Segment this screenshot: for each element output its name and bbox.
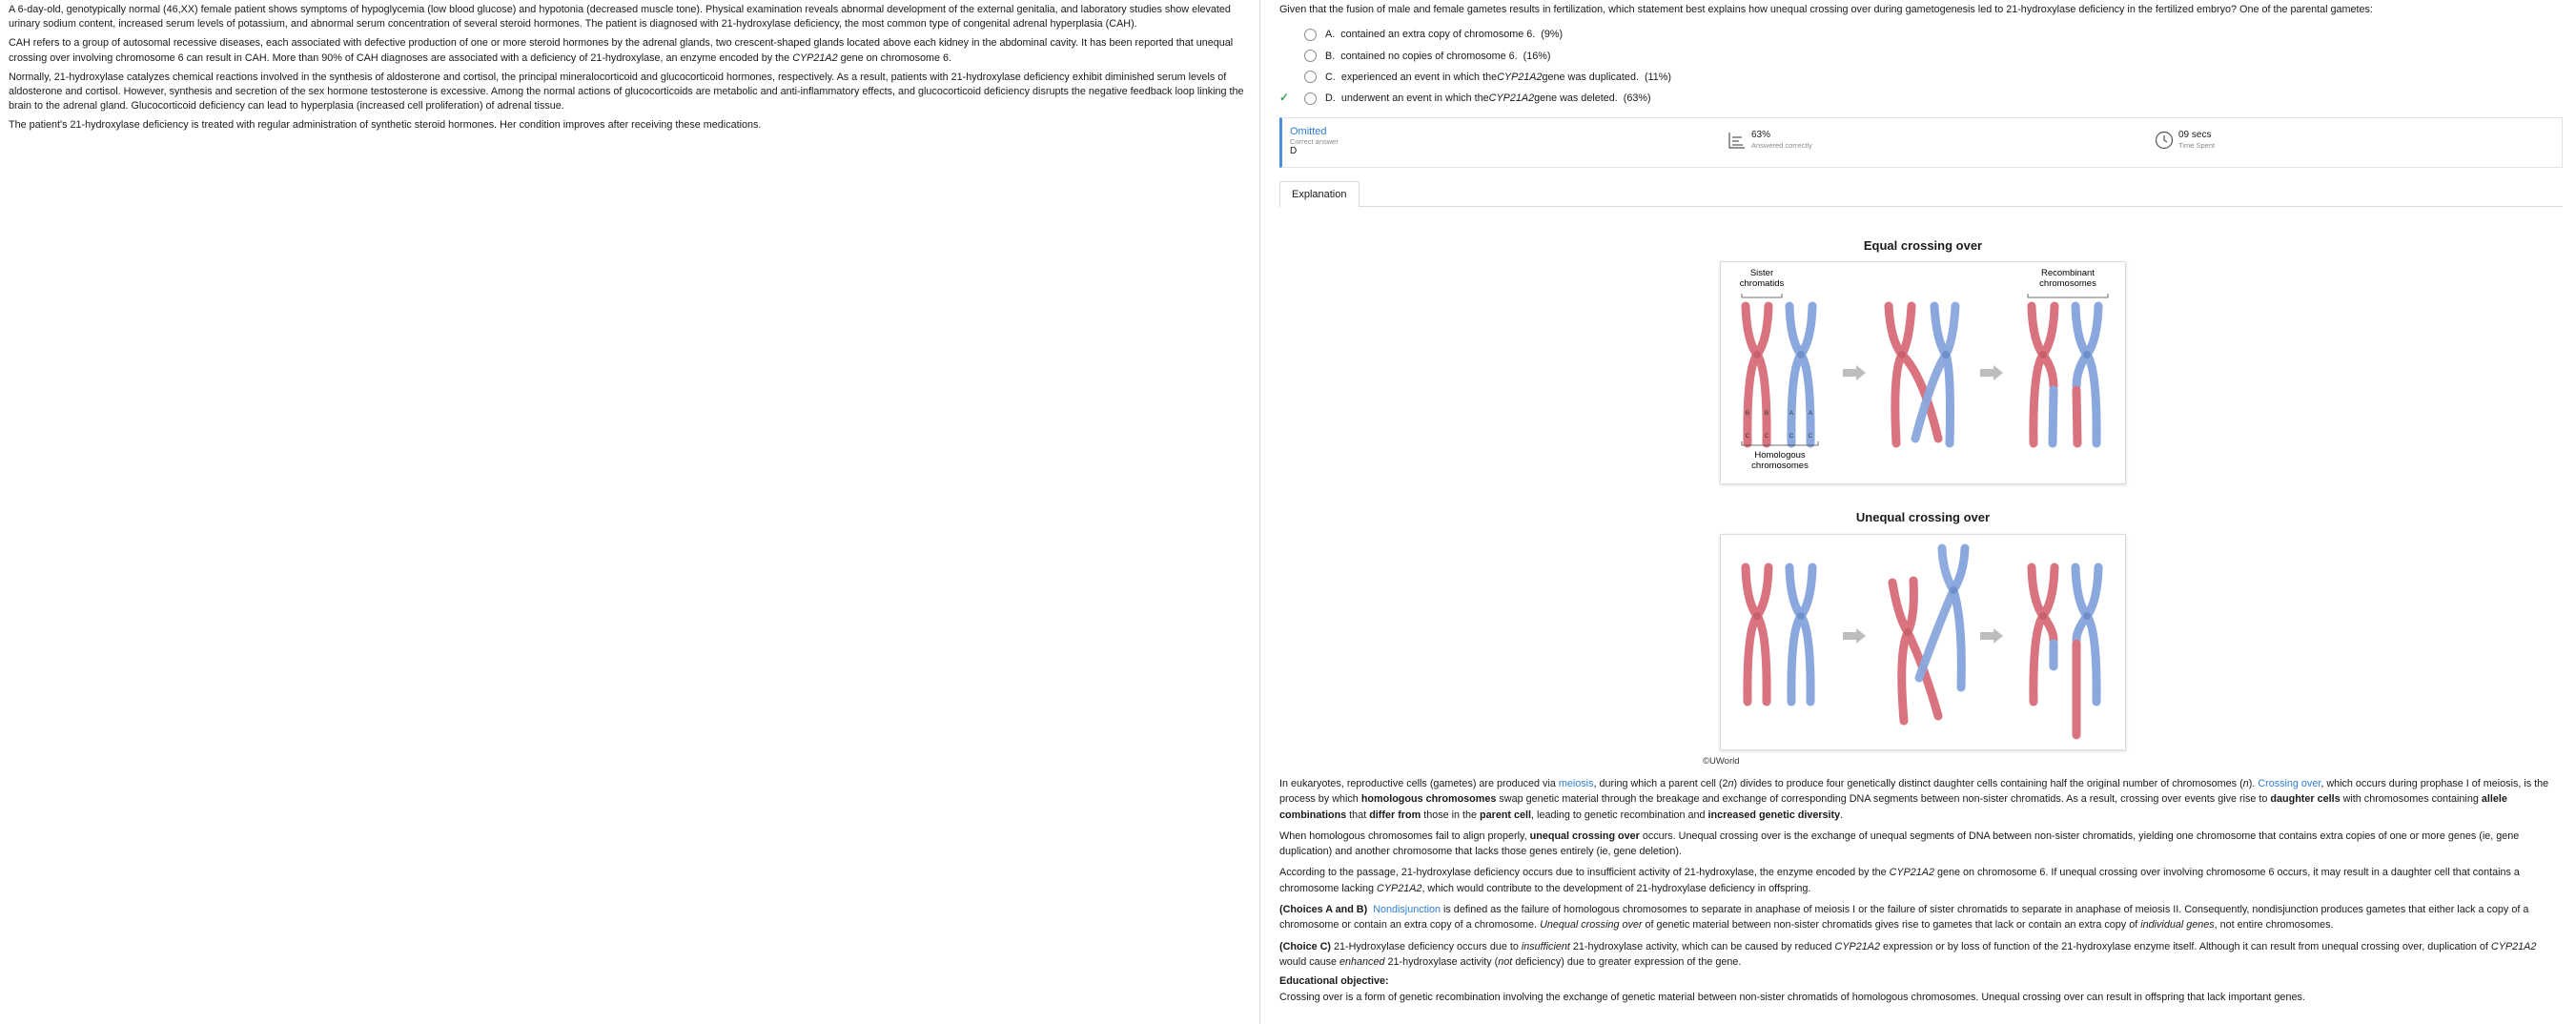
radio-button[interactable]: [1304, 50, 1317, 62]
gene-label: B: [1745, 410, 1750, 417]
percent-correct-label: Answered correctly: [1751, 141, 1812, 151]
arrow-icon: [1980, 365, 2003, 380]
gene-label: C: [1745, 433, 1750, 440]
question-stem: Given that the fusion of male and female gametes results in fertilization, which statement best explains how unequal crossing over during gametogenesis led to 21-hydroxylase deficiency in the fertilized embryo? One of the parental gametes:: [1279, 4, 2373, 15]
recombinant-chromosomes: [2032, 306, 2098, 443]
unequal-crossing-over-title: Unequal crossing over: [1855, 510, 1991, 524]
equal-crossing-over-title: Equal crossing over: [1863, 238, 1983, 253]
explanation-paragraph-5: (Choice C) 21-Hydroxylase deficiency occurs due to insufficient 21-hydroxylase activity, which can be caused by reduced CYP21A2 expression or by loss of function of the 21-hydroxylase enzyme itself. Although it can result from unequal crossing over, duplication of CYP21A2 would cause enhanced 21-hydroxylase activity (not deficiency) due to greater expression of the gene.: [1279, 940, 2537, 968]
correct-answer-label: Correct answer: [1290, 136, 1339, 146]
tab-bar: [1279, 181, 2563, 207]
sister-chromatids-label-2: chromatids: [1739, 278, 1785, 289]
copyright-label: ©UWorld: [1703, 756, 1740, 767]
percent-correct-value: 63%: [1751, 130, 1771, 141]
homologous-chromosomes-label-1: Homologous: [1754, 450, 1806, 461]
correct-answer-value: D: [1290, 145, 1298, 156]
explanation-paragraph-2: When homologous chromosomes fail to align properly, unequal crossing over occurs. Unequal crossing over is the exchange of unequal segments of DNA between non-sister chromatids, yielding one chromosome that contains extra copies of one or more genes (ie, gene duplication) and another chromosome that lacks those genes entirely (ie, gene deletion).: [1279, 829, 2520, 858]
gene-label: A: [1789, 410, 1794, 417]
choice-d[interactable]: ✓ D. underwent an event in which the CYP21A2 gene was deleted. (63%): [1279, 91, 1651, 105]
radio-button[interactable]: [1304, 92, 1317, 105]
educational-objective-title: Educational objective:: [1279, 975, 1389, 988]
recombinant-label-2: chromosomes: [2039, 278, 2096, 289]
explanation-paragraph-1: In eukaryotes, reproductive cells (gametes) are produced via meiosis, during which a parent cell (2n) divides to produce four genetically distinct daughter cells containing half the original number of chromosomes (n). Crossing over, which occurs during prophase I of meiosis, is the process by which homologous chromosomes swap genetic material through the breakage and exchange of corresponding DNA segments between non-sister chromatids. As a result, crossing over events give rise to daughter cells with chromosomes containing allele combinations that differ from those in the parent cell, leading to genetic recombination and increased genetic diversity.: [1279, 778, 2549, 821]
correct-check-icon: ✓: [1279, 91, 1290, 105]
gene-label: C: [1764, 433, 1769, 440]
crossing-chromosomes: [1889, 306, 1955, 443]
homologous-chromosomes-label-2: chromosomes: [1751, 461, 1809, 471]
chromosome-red: [1746, 306, 1768, 443]
educational-objective-text: Crossing over is a form of genetic recombination involving the exchange of genetic material between non-sister chromatids of homologous chromosomes. Unequal crossing over can result in offspring that lack important genes.: [1279, 992, 2305, 1004]
radio-button[interactable]: [1304, 71, 1317, 83]
bar-chart-icon: [1727, 130, 1748, 151]
recombinant-label-1: Recombinant: [2041, 268, 2095, 278]
time-spent-block: [2154, 130, 2215, 151]
equal-crossing-over-figure: [1720, 261, 2126, 484]
choice-b[interactable]: B. contained no copies of chromosome 6. (16%): [1279, 45, 2563, 66]
sister-chromatids-label-1: Sister: [1749, 268, 1774, 278]
meiosis-link[interactable]: meiosis: [1558, 778, 1594, 789]
time-spent-label: Time Spent: [2178, 141, 2216, 151]
question-pane: [1270, 0, 2576, 1024]
status-label: Omitted: [1290, 125, 1327, 137]
chromosome-blue: [1789, 306, 1812, 443]
passage-paragraph-3: Normally, 21-hydroxylase catalyzes chemical reactions involved in the synthesis of aldosterone and cortisol, the principal mineralocorticoid and glucocorticoid hormones, respectively. As a result, patients with 21-hydroxylase deficiency exhibit diminished serum levels of aldosterone and cortisol. However, synthesis and secretion of the sex hormone testosterone is excessive. Among the normal actions of glucocorticoids are metabolic and anti-inflammatory effects, and glucocorticoid deficiency disrupts the negative feedback loop linking the brain to the adrenal gland. Glucocorticoid deficiency can lead to hyperplasia (increased cell proliferation) of adrenal tissue.: [9, 71, 1244, 113]
arrow-icon: [1843, 365, 1866, 380]
gene-label: B: [1764, 410, 1769, 417]
passage-paragraph-4: The patient's 21-hydroxylase deficiency is treated with regular administration of synthetic steroid hormones. Her condition improves after receiving these medications.: [9, 119, 762, 132]
explanation-text: [1279, 776, 2563, 1012]
answer-choices: [1279, 24, 2563, 110]
unequal-crossing-over-diagram: [1721, 535, 2127, 751]
percent-correct-block: [1727, 130, 1812, 151]
answer-stats-bar: [1279, 117, 2563, 168]
gene-label: A: [1808, 410, 1813, 417]
explanation-paragraph-3: According to the passage, 21-hydroxylase deficiency occurs due to insufficient activity of 21-hydroxylase, the enzyme encoded by the CYP21A2 gene on chromosome 6. If unequal crossing over involving chromosome 6 occurs, it may result in a daughter cell that contains a chromosome lacking CYP21A2, which would contribute to the development of 21-hydroxylase deficiency in offspring.: [1279, 867, 2520, 894]
time-spent-value: 09 secs: [2178, 130, 2212, 141]
unequal-crossing-over-figure: [1720, 534, 2126, 750]
gene-label: C: [1789, 433, 1794, 440]
explanation-paragraph-4: (Choices A and B) Nondisjunction is defined as the failure of homologous chromosomes to separate in anaphase of meiosis I or the failure of sister chromatids to separate in anaphase of meiosis II. Consequently, nondisjunction produces gametes that either lack a copy of a chromosome or contain an extra copy of a chromosome. Unequal crossing over of genetic material between non-sister chromatids gives rise to gametes that lack or contain an extra copy of individual genes, not entire chromosomes.: [1279, 904, 2529, 932]
choice-c[interactable]: C. experienced an event in which the CYP21A2 gene was duplicated. (11%): [1279, 67, 2563, 88]
crossing-over-link[interactable]: Crossing over: [2258, 778, 2321, 789]
equal-crossing-over-diagram: [1721, 262, 2127, 485]
passage-paragraph-2: CAH refers to a group of autosomal recessive diseases, each associated with defective production of one or more steroid hormones by the adrenal glands, two crescent-shaped glands located above each kidney in the abdominal cavity. It has been reported that unequal crossing over involving chromosome 6 can result in CAH. More than 90% of CAH diagnoses are associated with a deficiency of 21-hydroxylase, an enzyme encoded by the CYP21A2 gene on chromosome 6.: [9, 37, 1234, 64]
gene-label: C: [1808, 433, 1813, 440]
nondisjunction-link[interactable]: Nondisjunction: [1373, 904, 1441, 916]
clock-icon: [2154, 130, 2175, 151]
status-block: [1290, 126, 1339, 157]
choice-a[interactable]: A. contained an extra copy of chromosome 6. (9%): [1279, 24, 2563, 45]
passage-paragraph-1: A 6-day-old, genotypically normal (46,XX) female patient shows symptoms of hypoglycemia (low blood glucose) and hypotonia (decreased muscle tone). Physical examination reveals abnormal development of the external genitalia, and laboratory studies show elevated urinary sodium content, increased serum levels of potassium, and abnormal serum concentration of several steroid hormones. The patient is diagnosed with 21-hydroxylase deficiency, the most common type of congenital adrenal hyperplasia (CAH).: [9, 4, 1231, 31]
radio-button[interactable]: [1304, 29, 1317, 41]
arrow-icon: [1980, 628, 2003, 644]
tab-explanation[interactable]: Explanation: [1279, 181, 1360, 208]
arrow-icon: [1843, 628, 1866, 644]
passage-pane: [0, 0, 1260, 1024]
